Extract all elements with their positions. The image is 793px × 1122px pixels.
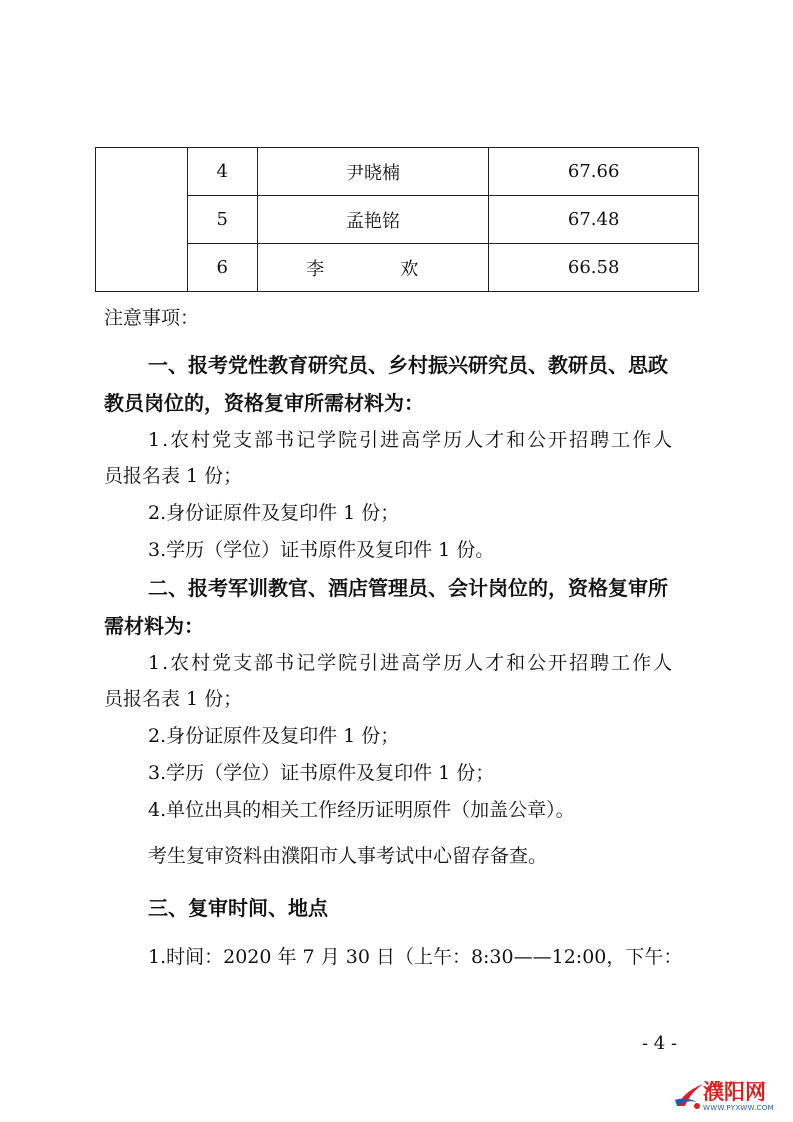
logo-url: WWW.PYXWW.COM — [703, 1104, 774, 1112]
candidate-name: 李 欢 — [257, 244, 489, 292]
candidate-score: 67.66 — [489, 148, 699, 196]
site-logo — [673, 1074, 793, 1122]
section2-item2: 2.身份证原件及复印件 1 份； — [148, 725, 400, 747]
swoosh-logo-icon — [673, 1076, 705, 1116]
merged-empty-cell — [96, 148, 188, 292]
section2-item1-line1: 1.农村党支部书记学院引进高学历人才和公开招聘工作人 — [148, 652, 675, 674]
section2-item3: 3.学历（学位）证书原件及复印件 1 份； — [148, 762, 495, 784]
section1-title-line1: 一、报考党性教育研究员、乡村振兴研究员、教研员、思政 — [148, 353, 668, 377]
section1-item1-line2: 员报名表 1 份； — [104, 465, 243, 487]
section2-title-line2: 需材料为： — [104, 614, 204, 638]
candidate-score: 67.48 — [489, 196, 699, 244]
row-number: 5 — [187, 196, 257, 244]
section3-title: 三、复审时间、地点 — [148, 896, 328, 920]
results-table — [95, 147, 699, 292]
candidate-name: 尹晓楠 — [257, 148, 489, 196]
candidate-name: 孟艳铭 — [257, 196, 489, 244]
archive-note: 考生复审资料由濮阳市人事考试中心留存备查。 — [148, 845, 548, 867]
section1-item1-line1: 1.农村党支部书记学院引进高学历人才和公开招聘工作人 — [148, 429, 675, 451]
row-number: 6 — [187, 244, 257, 292]
section1-title-line2: 教员岗位的，资格复审所需材料为： — [104, 391, 424, 415]
section2-item1-line2: 员报名表 1 份； — [104, 688, 243, 710]
section2-title-line1: 二、报考军训教官、酒店管理员、会计岗位的，资格复审所 — [148, 576, 668, 600]
section1-item3: 3.学历（学位）证书原件及复印件 1 份。 — [148, 539, 495, 561]
notes-heading: 注意事项： — [104, 307, 200, 329]
section3-time-line: 1.时间：2020 年 7 月 30 日（上午：8:30——12:00，下午： — [148, 946, 683, 968]
logo-text: 濮阳网 — [703, 1080, 766, 1104]
candidate-score: 66.58 — [489, 244, 699, 292]
table-row — [96, 148, 699, 196]
section1-item2: 2.身份证原件及复印件 1 份； — [148, 502, 400, 524]
section2-item4: 4.单位出具的相关工作经历证明原件（加盖公章）。 — [148, 799, 575, 821]
page-number: - 4 - — [642, 1033, 678, 1054]
row-number: 4 — [187, 148, 257, 196]
